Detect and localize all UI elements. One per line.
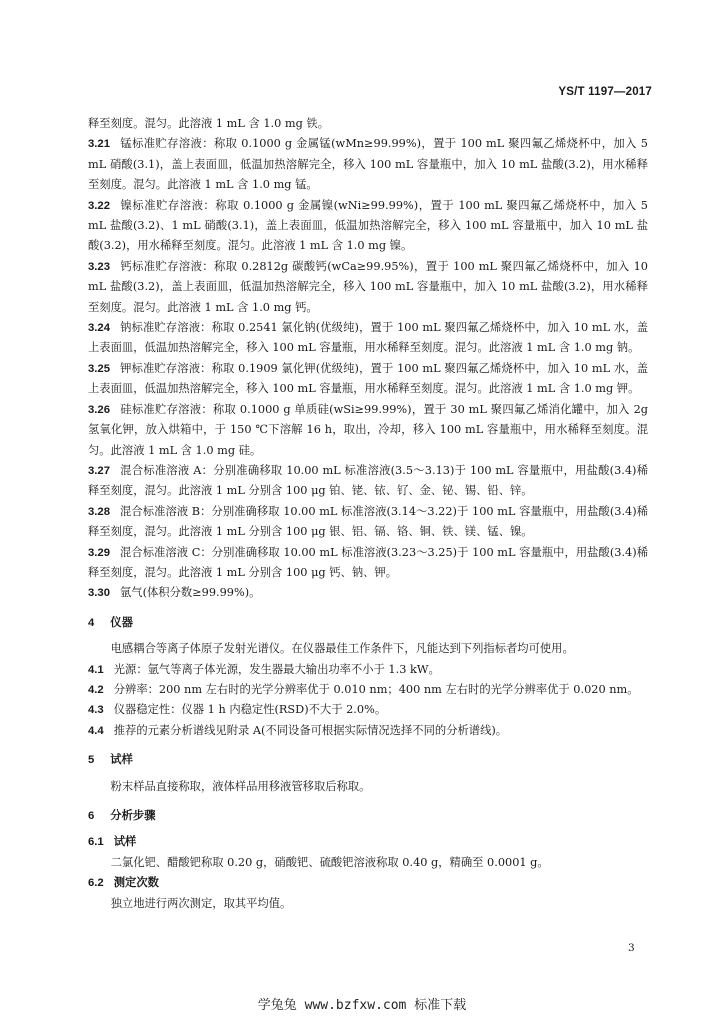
clause-3-23: [88, 257, 648, 318]
subsection-number: 6.2: [88, 877, 104, 890]
standard-code: YS/T 1197—2017: [558, 86, 652, 98]
clause-text: 混合标准溶液 C：分别准确移取 10.00 mL 标准溶液(3.23～3.25)于 100 mL 容量瓶中，用盐酸(3.4)稀释至刻度，混匀。此溶液 1 mL 分别含 100 μg 钙、钠、钾。: [88, 545, 648, 579]
page-number: 3: [628, 942, 635, 954]
section-number: 4: [88, 616, 95, 629]
clause-text: 混合标准溶液 A：分别准确移取 10.00 mL 标准溶液(3.5～3.13)于 100 mL 容量瓶中，用盐酸(3.4)稀释至刻度，混匀。此溶液 1 mL 分别含 100 μg 铂、铑、铱、钌、金、铋、锡、铅、锌。: [88, 463, 648, 498]
section-5-text: 粉末样品直接称取，液体样品用移液管移取后称取。: [110, 779, 371, 793]
clause-text: 钠标准贮存溶液：称取 0.2541 氯化钠(优级纯)，置于 100 mL 聚四氟乙烯烧杯中，加入 10 mL 水，盖上表面皿，低温加热溶解完全，移入 100 mL 容量瓶，用水稀释至刻度。混匀。此溶液 1 mL 含 1.0 mg 钠。: [88, 321, 648, 355]
clause-number: 3.26: [88, 403, 110, 416]
section-number: 5: [88, 754, 95, 767]
section-6-heading: [88, 806, 648, 826]
clause-number: 4.4: [88, 724, 104, 737]
clause-number: 3.25: [88, 362, 110, 375]
clause-text: 镍标准贮存溶液：称取 0.1000 g 金属镍(wNi≥99.99%)，置于 100 mL 聚四氟乙烯烧杯中，加入 5 mL 盐酸(3.2)、1 mL 硝酸(3.1)，盖上表面皿，低温加热溶解完全，移入 100 mL 容量瓶中，加入 10 mL 盐酸(3.2)，用水稀释至刻度。混匀。此溶液 1 mL 含 1.0 mg 镍。: [88, 198, 648, 253]
clause-3-30: [88, 583, 648, 603]
clause-3-29: [88, 543, 648, 584]
clause-number: 3.29: [88, 546, 110, 559]
clause-number: 3.28: [88, 505, 110, 518]
clause-3-27: [88, 461, 648, 502]
clause-number: 4.3: [88, 704, 104, 717]
subsection-number: 6.1: [88, 836, 104, 849]
clause-4-2: [88, 680, 648, 700]
clause-number: 3.23: [88, 260, 110, 273]
section-4-heading: [88, 613, 648, 633]
subsection-title: 试样: [113, 836, 137, 849]
clause-number: 3.21: [88, 138, 110, 151]
section-4-intro: 电感耦合等离子体原子发射光谱仪。在仪器最佳工作条件下，凡能达到下列指标者均可使用。: [110, 642, 574, 656]
clause-4-4: [88, 721, 648, 741]
subsection-title: 测定次数: [113, 877, 159, 890]
clause-text: 分辨率：200 nm 左右时的光学分辨率优于 0.010 nm；400 nm 左右时的光学分辨率优于 0.020 nm。: [113, 682, 639, 696]
clause-text: 推荐的元素分析谱线见附录 A(不同设备可根据实际情况选择不同的分析谱线)。: [113, 723, 508, 737]
clause-number: 3.24: [88, 322, 110, 335]
clause-3-25: [88, 359, 648, 400]
clause-text: 钾标准贮存溶液：称取 0.1909 氯化钾(优级纯)，置于 100 mL 聚四氟乙烯烧杯中，加入 10 mL 水，盖上表面皿，低温加热溶解完全，移入 100 mL 容量瓶，用水稀释至刻度。混匀。此溶液 1 mL 含 1.0 mg 钾。: [88, 361, 648, 396]
clause-text: 氩气(体积分数≥99.99%)。: [120, 586, 261, 600]
clause-4-1: [88, 660, 648, 680]
subsection-6-1-text: 二氯化钯、醋酸钯称取 0.20 g，硝酸钯、硫酸钯溶液称取 0.40 g，精确至 0.0001 g。: [110, 855, 549, 869]
clause-number: 3.27: [88, 464, 110, 477]
clause-3-24: [88, 318, 648, 359]
section-title: 仪器: [110, 616, 133, 629]
clause-3-26: [88, 400, 648, 461]
footer-watermark: 学兔兔 www.bzfxw.com 标准下载: [257, 998, 467, 1013]
clause-text: 硅标准贮存溶液：称取 0.1000 g 单质硅(wSi≥99.99%)，置于 30 mL 聚四氟乙烯消化罐中，加入 2g 氢氧化钾，放入烘箱中，于 150 ℃下溶解 16 h，取出，冷却，移入 100 mL 容量瓶中，用水稀释至刻度。混匀。此溶液 1 mL 含 1.0 mg 硅。: [88, 402, 648, 457]
section-5-heading: [88, 750, 648, 770]
document-body: [88, 114, 648, 914]
clause-3-28: [88, 502, 648, 543]
section-number: 6: [88, 810, 95, 822]
clause-number: 4.1: [88, 663, 104, 676]
clause-number: 4.2: [88, 683, 104, 696]
section-title: 分析步骤: [110, 810, 156, 822]
paragraph-text: 释至刻度。混匀。此溶液 1 mL 含 1.0 mg 铁。: [88, 117, 330, 130]
subsection-6-2-heading: [88, 873, 648, 893]
section-title: 试样: [110, 754, 133, 767]
clause-4-3: [88, 700, 648, 720]
clause-text: 仪器稳定性：仪器 1 h 内稳定性(RSD)不大于 2.0%。: [113, 703, 387, 717]
clause-number: 3.22: [88, 199, 110, 212]
clause-3-21: [88, 134, 648, 195]
clause-text: 混合标准溶液 B：分别准确移取 10.00 mL 标准溶液(3.14～3.22)于 100 mL 容量瓶中，用盐酸(3.4)稀释至刻度，混匀。此溶液 1 mL 分别含 100 μg 银、铝、镉、铬、铜、铁、镁、锰、镍。: [88, 504, 648, 539]
clause-text: 光源：氩气等离子体光源，发生器最大输出功率不小于 1.3 kW。: [113, 662, 440, 676]
paragraph-continuation: [88, 114, 648, 134]
subsection-6-1-heading: [88, 832, 648, 852]
clause-text: 钙标准贮存溶液：称取 0.2812g 碳酸钙(wCa≥99.95%)，置于 100 mL 聚四氟乙烯烧杯中，加入 10 mL 盐酸(3.2)，盖上表面皿，低温加热溶解完全，移入 100 mL 容量瓶中，加入 10 mL 盐酸(3.2)，用水稀释至刻度。混匀。此溶液 1 mL 含 1.0 mg 钙。: [88, 259, 648, 314]
subsection-6-2-text: 独立地进行两次测定，取其平均值。: [110, 896, 292, 910]
clause-3-22: [88, 196, 648, 257]
clause-text: 锰标准贮存溶液：称取 0.1000 g 金属锰(wMn≥99.99%)，置于 100 mL 聚四氟乙烯烧杯中，加入 5 mL 硝酸(3.1)，盖上表面皿，低温加热溶解完全，移入 100 mL 容量瓶中，加入 10 mL 盐酸(3.2)，用水稀释至刻度。混匀。此溶液 1 mL 含 1.0 mg 锰。: [88, 137, 648, 192]
clause-number: 3.30: [88, 587, 110, 600]
